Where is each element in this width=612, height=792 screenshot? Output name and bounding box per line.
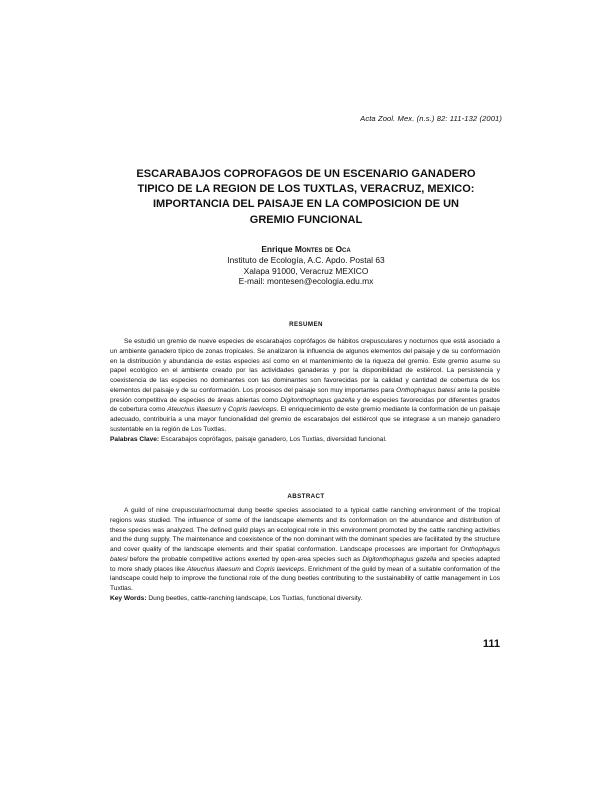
keywords-text: Dung beetles, cattle-ranching landscape, Los Tuxtlas, functional diversity. (146, 594, 363, 602)
keywords-label: Key Words: (110, 594, 147, 602)
text-run: before the probable competitive actions exerted by open-area species such as (127, 555, 363, 563)
species-name: Copris laeviceps (255, 565, 305, 573)
author-first-name: Enrique (261, 244, 293, 254)
author-block (110, 244, 502, 287)
resumen-body (110, 337, 500, 444)
author-last-name: Montes de Oca (294, 244, 351, 254)
keywords-label: Palabras Clave: (110, 435, 160, 443)
species-name: Digitonthophagus gazella (280, 396, 355, 404)
page-number: 111 (482, 638, 500, 650)
affiliation-line: Instituto de Ecología, A.C. Apdo. Postal 63 (227, 254, 385, 265)
abstract-keywords (110, 594, 500, 604)
abstract-body (110, 506, 500, 604)
text-run: and species adapted to more shady places like (110, 555, 500, 573)
species-name: Ateuchus illaesum (167, 406, 221, 414)
affiliation-line: Xalapa 91000, Veracruz MEXICO (243, 265, 369, 276)
title-line: ESCARABAJOS COPROFAGOS DE UN ESCENARIO GANADERO (136, 168, 476, 180)
resumen-heading: RESUMEN (289, 321, 323, 328)
species-name: Onthophagus batesi (396, 386, 456, 394)
species-name: Digitonthophagus gazella (362, 555, 437, 563)
species-name: Onthophagus batesi (110, 546, 500, 563)
title-line: GREMIO FUNCIONAL (249, 213, 363, 226)
species-name: Copris laeviceps (228, 406, 277, 414)
journal-citation: Acta Zool. Mex. (n.s.) 82: 111-132 (2001) (360, 114, 502, 123)
resumen-keywords (110, 435, 500, 445)
text-run: . El enriquecimiento de este gremio mediante la conformación de un paisaje adecuado, contribuiría a una mayor funcionalidad del gremio de escarabajos del estiércol que se integrase a un manejo ganadero sustentable en la región de Los Tuxtlas. (110, 406, 501, 433)
author-email: E-mail: montesen@ecologia.edu.mx (238, 276, 374, 287)
author-name (110, 244, 502, 255)
text-run: ante la posible presión competitiva de especies de áreas abiertas como (110, 386, 500, 404)
title-line: IMPORTANCIA DEL PAISAJE EN LA COMPOSICION DE UN (153, 198, 459, 211)
abstract-heading: ABSTRACT (287, 493, 325, 500)
text-run: y (220, 406, 229, 414)
abstract-paragraph (110, 506, 500, 594)
text-run: and (240, 565, 256, 573)
article-title (110, 167, 502, 228)
title-line: TIPICO DE LA REGION DE LOS TUXTLAS, VERACRUZ, MEXICO: (137, 183, 475, 196)
species-name: Ateuchus illaesum (187, 565, 241, 573)
keywords-text: Escarabajos coprófagos, paisaje ganadero, Los Tuxtlas, diversidad funcional. (159, 435, 387, 443)
text-run: . Enrichment of the guild by mean of a suitable conformation of the landscape could help to improve the functional role of the dung beetles contributing to the sustainability of cattle management in Los Tuxtlas. (110, 565, 500, 592)
text-run: y de especies favorecidas por diferentes grados de cobertura como (110, 396, 500, 414)
text-run: A guild of nine crepuscular/nocturnal dung beetle species associated to a typical cattle ranching environment of the tropical regions was studied. The influence of some of the landscape elements and its conformation on the abundance and distribution of these species was analyzed. The defined guild plays an ecological role in this environment promoted by the cattle ranching activities and the dung supply. The maintenance and coexistence of the non dominant with the dominant species are facilitated by the structure and cover quality of the landscape elements and their spatial conformation. Landscape processes are important for (110, 507, 500, 553)
text-run: Se estudió un gremio de nueve especies de escarabajos coprófagos de hábitos crepusculares y nocturnos que está asociado a un ambiente ganadero típico de zonas tropicales. Se analizaron la influencia de algunos elementos del paisaje y de su conformación en la distribución y abundancia de estas especies así como en el mantenimiento de la riqueza del gremio. Este gremio asume su papel ecológico en el ambiente creado por las actividades ganaderas y por la disponibilidad de estiércol. La persistencia y coexistencia de las especies no dominantes con las dominantes son favorecidas por la calidad y cantidad de cobertura de los elementos del paisaje y de su conformación. Los procesos del paisaje son muy importantes para (110, 338, 500, 394)
resumen-paragraph (110, 337, 500, 435)
